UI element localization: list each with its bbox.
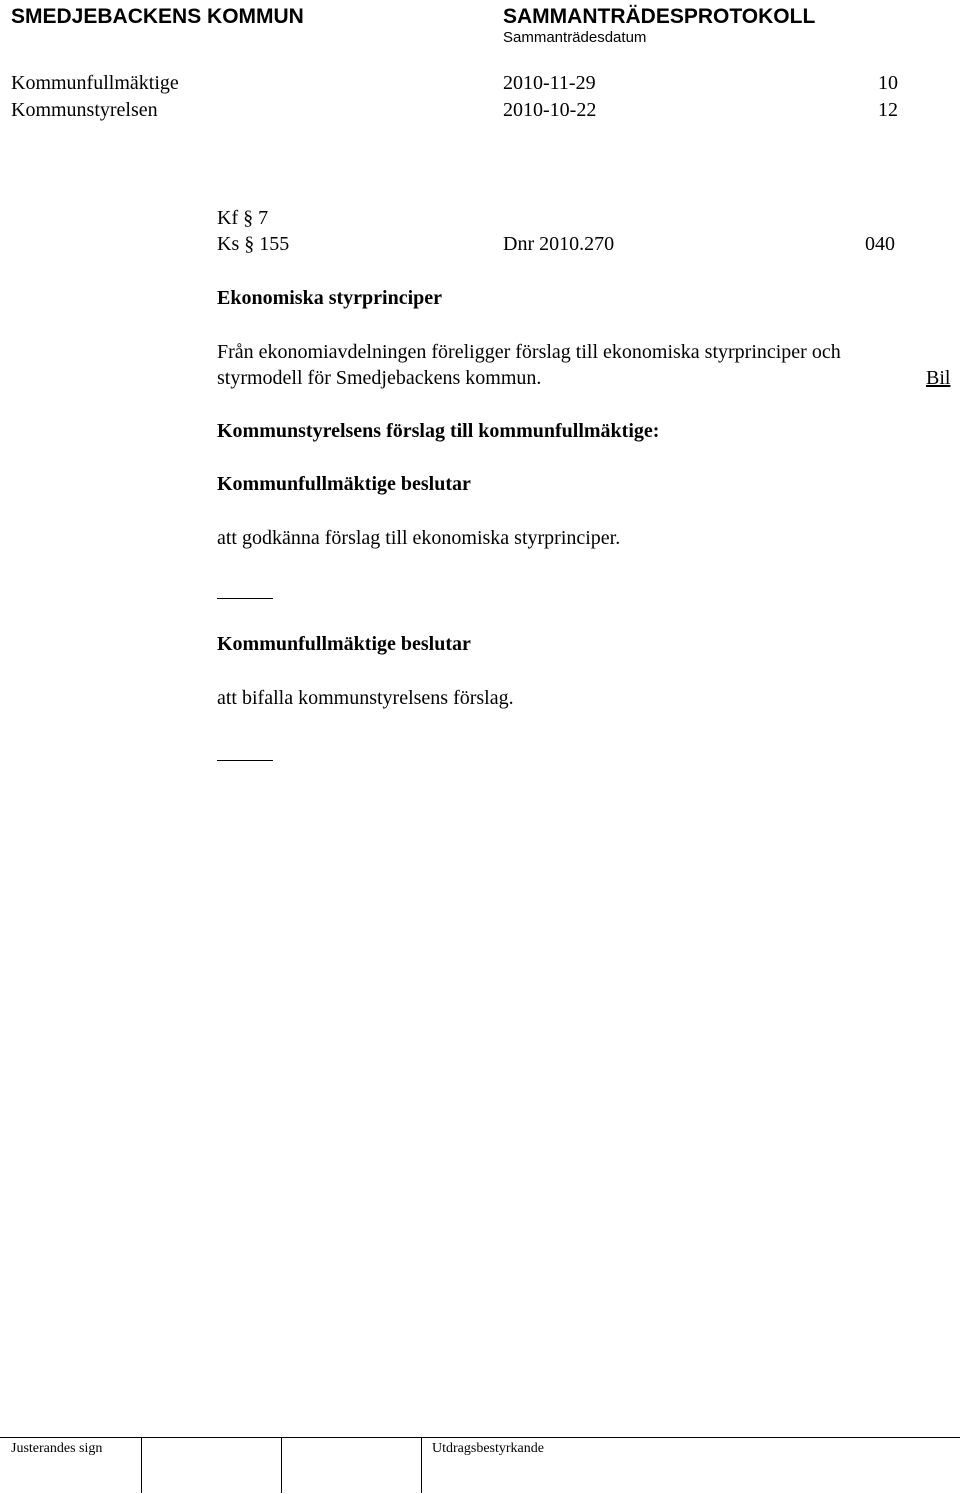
paragraph-line-1: Från ekonomiavdelningen föreligger förslag till ekonomiska styrprinciper och [217, 341, 841, 363]
signature-box-divider [421, 1437, 422, 1493]
ks-reference [217, 232, 289, 256]
signature-label: Justerandes sign [11, 1441, 103, 1456]
section-sign-icon: § [244, 233, 255, 255]
decision-heading-1: Kommunfullmäktige beslutar [217, 473, 471, 495]
diary-number: Dnr 2010.270 [503, 233, 615, 255]
section-divider [217, 598, 273, 599]
meeting-date-label: Sammanträdesdatum [503, 29, 647, 46]
org-name: SMEDJEBACKENS KOMMUN [11, 5, 304, 28]
ks-number: 155 [259, 233, 290, 255]
header-body-2: Kommunstyrelsen [11, 99, 158, 121]
decision-heading-2: Kommunfullmäktige beslutar [217, 633, 471, 655]
kf-label: Kf [217, 207, 239, 229]
kf-number: 7 [258, 207, 269, 229]
item-title: Ekonomiska styrprinciper [217, 287, 443, 309]
signature-box-divider [281, 1437, 282, 1493]
header-date-1: 2010-11-29 [503, 72, 596, 94]
decision-text-2: att bifalla kommunstyrelsens förslag. [217, 687, 514, 709]
document-type: SAMMANTRÄDESPROTOKOLL [503, 5, 816, 28]
paragraph-line-2: styrmodell för Smedjebackens kommun. [217, 367, 542, 389]
kf-reference [217, 206, 268, 230]
proposal-heading: Kommunstyrelsens förslag till kommunfullmäktige: [217, 420, 660, 442]
header-body-1: Kommunfullmäktige [11, 72, 179, 94]
ks-label: Ks [217, 233, 240, 255]
header-date-2: 2010-10-22 [503, 99, 597, 121]
header-page-1: 10 [878, 72, 898, 94]
footer-rule [0, 1437, 960, 1438]
decision-text-1: att godkänna förslag till ekonomiska styrprinciper. [217, 527, 621, 549]
classification-code: 040 [865, 233, 895, 255]
section-sign-icon: § [243, 207, 254, 229]
signature-box-divider [141, 1437, 142, 1493]
attachment-link[interactable]: Bil [926, 367, 951, 389]
certification-label: Utdragsbestyrkande [432, 1441, 544, 1456]
header-page-2: 12 [878, 99, 898, 121]
section-divider [217, 760, 273, 761]
